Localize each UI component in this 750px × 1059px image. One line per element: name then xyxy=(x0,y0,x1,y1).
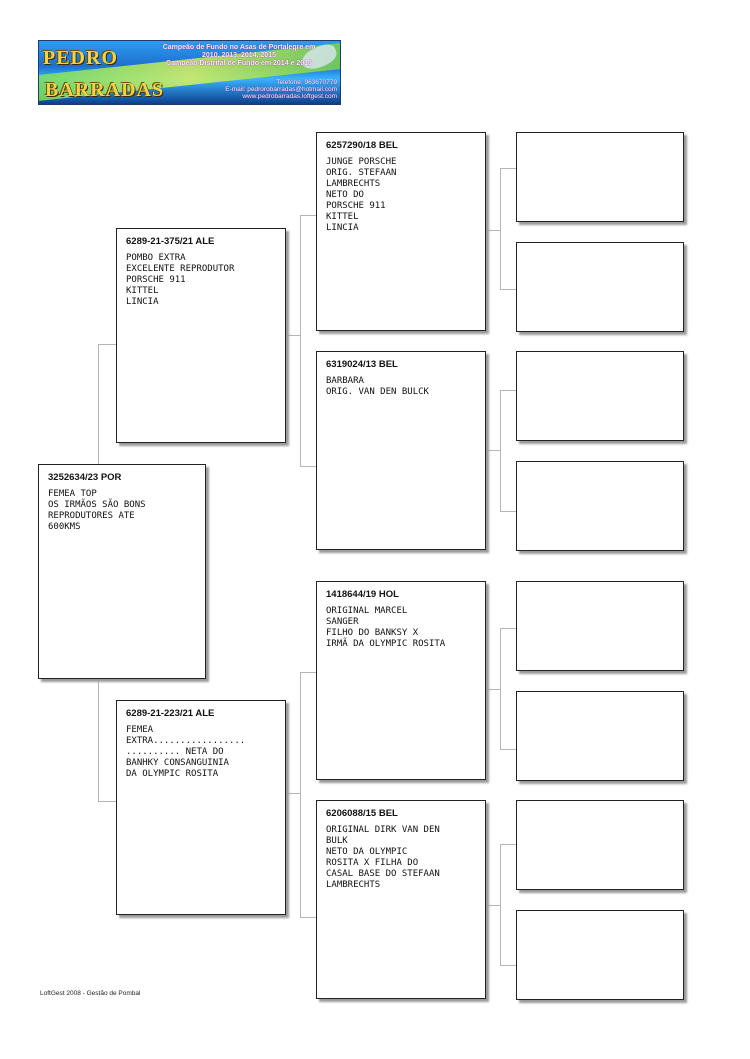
connector xyxy=(500,390,501,512)
connector xyxy=(300,215,301,467)
connector xyxy=(300,466,316,467)
great-grandparent-card[interactable] xyxy=(516,461,684,551)
bird-description: FEMEA TOP OS IRMÃOS SÃO BONS REPRODUTORES ATE 600KMS xyxy=(48,489,146,532)
sire-dam-card[interactable] xyxy=(316,351,486,550)
connector xyxy=(98,344,99,464)
connector xyxy=(98,801,116,802)
bird-description: BARBARA ORIG. VAN DEN BULCK xyxy=(326,376,429,397)
subject-card[interactable] xyxy=(38,464,206,679)
ring-number: 6289-21-223/21 ALE xyxy=(126,708,215,719)
dam-dam-card[interactable] xyxy=(316,800,486,999)
header-banner xyxy=(38,40,341,105)
connector xyxy=(300,672,316,673)
ring-number: 3252634/23 POR xyxy=(48,472,122,483)
banner-email: E-mail: pedrorobarradas@hotmail.com xyxy=(225,86,337,93)
connector xyxy=(500,844,516,845)
sire-card[interactable] xyxy=(116,228,286,443)
connector xyxy=(300,917,316,918)
great-grandparent-card[interactable] xyxy=(516,132,684,222)
connector xyxy=(500,168,501,290)
dam-card[interactable] xyxy=(116,700,286,915)
great-grandparent-card[interactable] xyxy=(516,800,684,890)
connector xyxy=(500,965,516,966)
connector xyxy=(500,168,516,169)
bird-description: POMBO EXTRA EXCELENTE REPRODUTOR PORSCHE 911 KITTEL LINCIA xyxy=(126,253,235,307)
great-grandparent-card[interactable] xyxy=(516,581,684,671)
connector xyxy=(500,628,501,750)
connector xyxy=(486,450,500,451)
great-grandparent-card[interactable] xyxy=(516,351,684,441)
great-grandparent-card[interactable] xyxy=(516,242,684,332)
bird-description: JUNGE PORSCHE ORIG. STEFAAN LAMBRECHTS NETO DO PORSCHE 911 KITTEL LINCIA xyxy=(326,157,397,233)
bird-description: ORIGINAL MARCEL SANGER FILHO DO BANKSY X IRMÃ DA OLYMPIC ROSITA xyxy=(326,606,446,649)
footer-text: LoftGest 2008 - Gestão de Pombal xyxy=(40,990,141,997)
connector xyxy=(486,230,500,231)
connector xyxy=(300,215,316,216)
great-grandparent-card[interactable] xyxy=(516,691,684,781)
ring-number: 6289-21-375/21 ALE xyxy=(126,236,215,247)
connector xyxy=(500,390,516,391)
ring-number: 6257290/18 BEL xyxy=(326,140,398,151)
banner-phone: Telefone: 963670779 xyxy=(276,79,337,86)
ring-number: 6206088/15 BEL xyxy=(326,808,398,819)
banner-line: 2010, 2013, 2014, 2015 xyxy=(202,52,276,59)
connector xyxy=(98,344,116,345)
connector xyxy=(300,672,301,918)
banner-website: www.pedrobarradas.loftgest.com xyxy=(242,93,337,100)
connector xyxy=(98,678,99,802)
banner-logo-first-name: PEDRO xyxy=(43,47,118,69)
connector xyxy=(500,511,516,512)
banner-logo-last-name: BARRADAS xyxy=(45,79,165,101)
connector xyxy=(286,793,300,794)
bird-description: ORIGINAL DIRK VAN DEN BULK NETO DA OLYMPIC ROSITA X FILHA DO CASAL BASE DO STEFAAN LAMBRECHTS xyxy=(326,825,440,890)
ring-number: 1418644/19 HOL xyxy=(326,589,399,600)
dam-sire-card[interactable] xyxy=(316,581,486,780)
connector xyxy=(486,689,500,690)
banner-line: Campeão de Fundo no Asas de Portalegre em xyxy=(162,44,316,51)
great-grandparent-card[interactable] xyxy=(516,910,684,1000)
connector xyxy=(500,844,501,966)
bird-description: FEMEA EXTRA................. .......... NETA DO BANHKY CONSANGUINIA DA OLYMPIC ROSITA xyxy=(126,725,246,779)
connector xyxy=(500,749,516,750)
sire-sire-card[interactable] xyxy=(316,132,486,331)
connector xyxy=(500,289,516,290)
banner-contact xyxy=(209,79,337,100)
connector xyxy=(286,335,300,336)
banner-achievements xyxy=(139,44,339,68)
ring-number: 6319024/13 BEL xyxy=(326,359,398,370)
connector xyxy=(486,905,500,906)
connector xyxy=(500,628,516,629)
banner-line: Campeão Distrital de Fundo em 2014 e 2015 xyxy=(166,60,312,67)
